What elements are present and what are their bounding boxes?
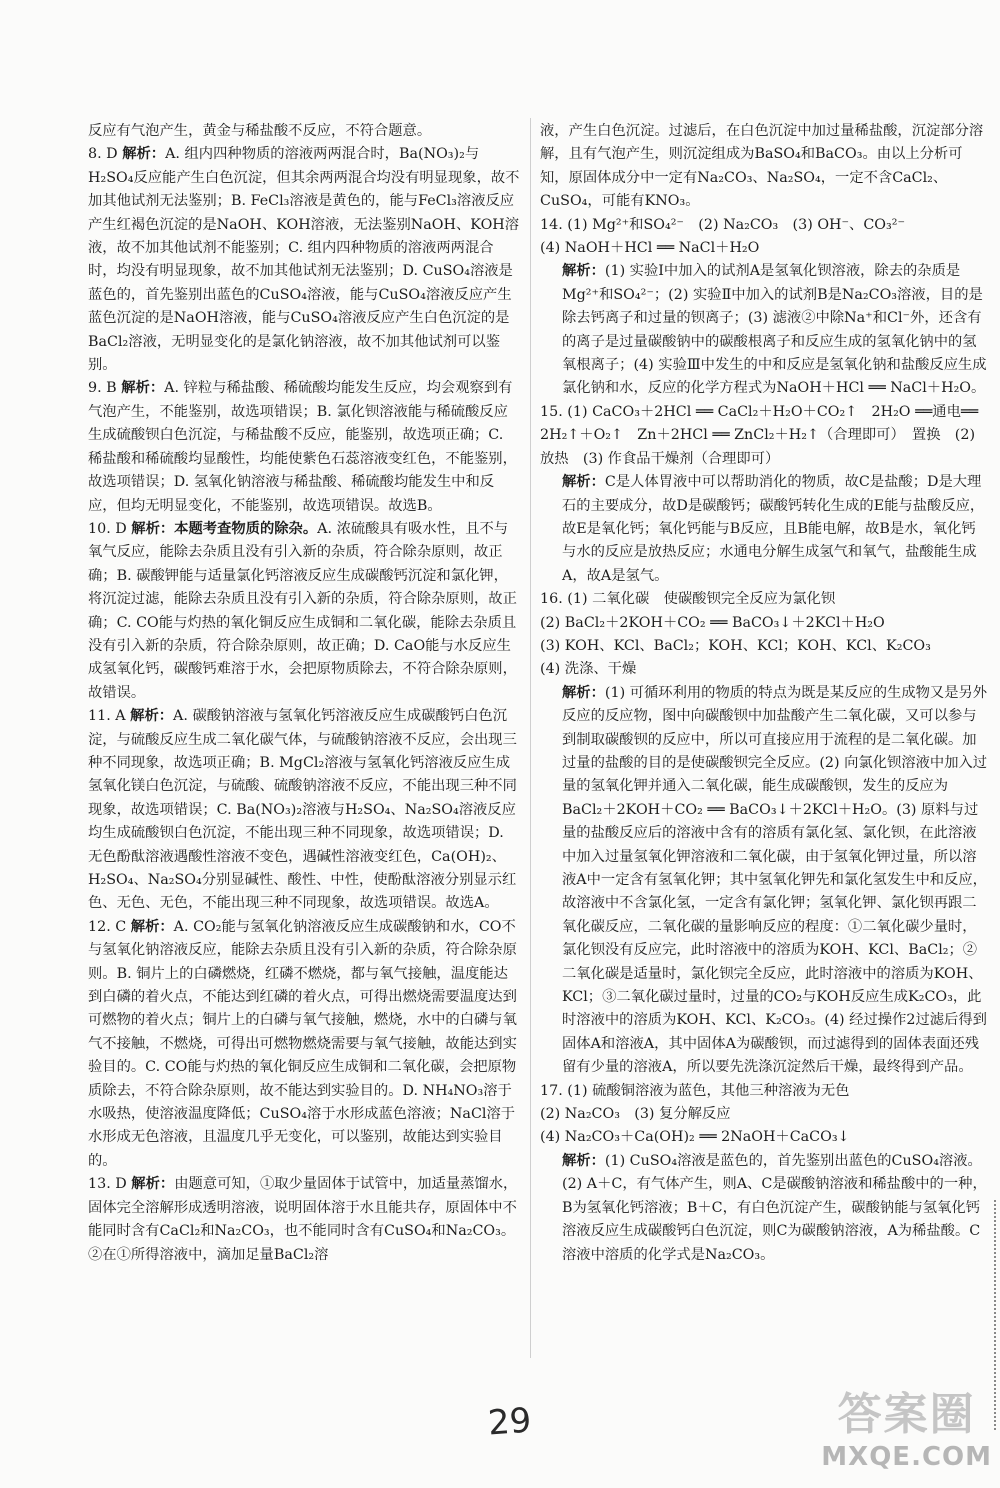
left-item [88, 377, 520, 517]
answer-text: (1) Mg²⁺和SO₄²⁻ (2) Na₂CO₃ (3) OH⁻、CO₃²⁻ (4) NaOH＋HCl ══ NaCl＋H₂O [540, 216, 906, 257]
right-item [540, 1080, 988, 1150]
left-item [88, 518, 520, 705]
question-number: 12. C [88, 918, 127, 935]
answer-text: A. 碳酸钠溶液与氢氧化钙溶液反应生成碳酸钙白色沉淀，与硫酸反应生成二氧化碳气体，与硫酸钠溶液不反应，会出现三种不同现象，故选项正确；B. MgCl₂溶液与氢氧化钙溶液反应生成氢氧化镁白色沉淀，与硫酸、硫酸钠溶液不反应，不能出现三种不同现象，故选项错误；C. Ba(NO₃)₂溶液与H₂SO₄、Na₂SO₄溶液反应均生成硫酸钡白色沉淀，不能出现三种不同现象，故选项错误；D. 无色酚酞溶液遇酸性溶液不变色，遇碱性溶液变红色，Ca(OH)₂、H₂SO₄、Na₂SO₄分别显碱性、酸性、中性，使酚酞溶液分别显示红色、无色、无色，不能出现三种不同现象，故选项错误。故选A。 [88, 708, 517, 912]
analysis-label: 解析： [562, 474, 605, 491]
right-item [540, 588, 988, 682]
analysis-label: 解析： [130, 708, 174, 725]
question-number: 11. A [88, 708, 126, 725]
analysis-label: 解析： [131, 1176, 175, 1193]
right-column [540, 120, 988, 1267]
edge-dots [994, 1200, 998, 1430]
right-item [540, 1150, 988, 1267]
answer-text: 反应有气泡产生，黄金与稀盐酸不反应，不符合题意。 [88, 123, 432, 139]
answer-text: (1) 硫酸铜溶液为蓝色，其他三种溶液为无色 (2) Na₂CO₃ (3) 复分解反应 (4) Na₂CO₃＋Ca(OH)₂ ══ 2NaOH＋CaCO₃↓ [540, 1082, 850, 1146]
right-item [540, 260, 988, 400]
question-number: 13. D [88, 1176, 127, 1193]
answer-text: C是人体胃液中可以帮助消化的物质，故C是盐酸；D是大理石的主要成分，故D是碳酸钙；碳酸钙转化生成的E能与盐酸反应，故E是氧化钙；氧化钙能与B反应，且B能电解，故B是水，氧化钙与水的反应是放热反应；水通电分解生成氢气和氧气，盐酸能生成A，故A是氢气。 [562, 474, 985, 584]
analysis-label: 解析： [121, 380, 165, 397]
left-item [88, 705, 520, 916]
answer-text: 由题意可知，①取少量固体于试管中，加适量蒸馏水，固体完全溶解形成透明溶液，说明固体溶于水且能共存，原固体中不能同时含有CaCl₂和Na₂CO₃，也不能同时含有CuSO₄和Na₂CO₃。②在①所得溶液中，滴加足量BaCl₂溶 [88, 1176, 518, 1263]
left-item [88, 916, 520, 1173]
watermark-logo [821, 1378, 992, 1472]
analysis-label: 解析： [562, 1152, 605, 1169]
right-item [540, 120, 988, 214]
answer-text: (1) CuSO₄溶液是蓝色的，首先鉴别出蓝色的CuSO₄溶液。(2) A＋C，有气体产生，则A、C是碳酸钠溶液和稀盐酸中的一种，B为氢氧化钙溶液；B＋C，有白色沉淀产生，碳酸钠能与氢氧化钙溶液反应生成碳酸钙白色沉淀，则C为碳酸钠溶液，A为稀盐酸。C溶液中溶质的化学式是Na₂CO₃。 [562, 1152, 987, 1263]
column-divider [530, 118, 531, 1358]
answer-text: (1) 二氧化碳 使碳酸钡完全反应为氯化钡 (2) BaCl₂＋2KOH＋CO₂ ══ BaCO₃↓＋2KCl＋H₂O (3) KOH、KCl、BaCl₂；KOH、KCl；KOH、KCl、K₂CO₃ (4) 洗涤、干燥 [540, 591, 931, 678]
left-item [88, 120, 520, 143]
watermark-url: MXQE.COM [821, 1442, 992, 1472]
question-number: 9. B [88, 380, 117, 397]
analysis-label: 解析： [562, 684, 605, 701]
left-item [88, 143, 520, 377]
analysis-label: 解析： [122, 146, 166, 163]
right-item [540, 682, 988, 1080]
answer-text: (1) CaCO₃＋2HCl ══ CaCl₂＋H₂O＋CO₂↑ 2H₂O ══通电══ 2H₂↑＋O₂↑ Zn＋2HCl ══ ZnCl₂＋H₂↑（合理即可） 置换 (2) 放热 (3) 作食品干燥剂（合理即可） [540, 403, 979, 467]
analysis-label: 解析：本题考查物质的除杂。 [131, 520, 318, 537]
answer-text: A. CO₂能与氢氧化钠溶液反应生成碳酸钠和水，CO不与氢氧化钠溶液反应，能除去杂质且没有引入新的杂质，符合除杂原则。B. 铜片上的白磷燃烧，红磷不燃烧，都与氧气接触，温度能达到白磷的着火点，不能达到红磷的着火点，可得出燃烧需要温度达到可燃物的着火点；铜片上的白磷与氧气接触，燃烧，水中的白磷与氧气不接触，不燃烧，可得出可燃物燃烧需要与氧气接触，故能达到实验目的。C. CO能与灼热的氧化铜反应生成铜和二氧化碳，会把原物质除去，不符合除杂原则，故不能达到实验目的。D. NH₄NO₃溶于水吸热，使溶液温度降低；CuSO₄溶于水形成蓝色溶液；NaCl溶于水形成无色溶液，且温度几乎无变化，可以鉴别，故能达到实验目的。 [88, 918, 517, 1169]
right-item [540, 214, 988, 261]
answer-text: (1) 可循环利用的物质的特点为既是某反应的生成物又是另外反应的反应物，图中向碳酸钡中加盐酸产生二氧化碳，又可以参与到制取碳酸钡的反应中，所以可直接应用于流程的是二氧化碳。加过量的盐酸的目的是使碳酸钡完全反应。(2) 向氯化钡溶液中加入过量的氢氧化钾并通入二氧化碳，能生成碳酸钡，发生的反应为BaCl₂＋2KOH＋CO₂ ══ BaCO₃↓＋2KCl＋H₂O。(3) 原料与过量的盐酸反应后的溶液中含有的溶质有氯化氢、氯化钡，在此溶液中加入过量氢氧化钾溶液和二氧化碳，由于氢氧化钾过量，所以溶液A中一定含有氢氧化钾；其中氢氧化钾先和氯化氢发生中和反应，故溶液中不含氯化氢，一定含有氯化钾；氢氧化钾、氯化钡再跟二氧化碳反应，二氧化碳的量影响反应的程度：①二氧化碳少量时，氯化钡没有反应完，此时溶液中的溶质为KOH、KCl、BaCl₂；②二氧化碳是适量时，氯化钡完全反应，此时溶液中的溶质为KOH、KCl；③二氧化碳过量时，过量的CO₂与KOH反应生成K₂CO₃，此时溶液中的溶质为KOH、KCl、K₂CO₃。(4) 经过操作2过滤后得到固体A和溶液A，其中固体A为碳酸钡，而过滤得到的固体表面还残留有少量的溶液A，所以要先洗涤沉淀然后干燥，最终得到产品。 [562, 684, 988, 1076]
question-number: 16. [540, 591, 563, 608]
answer-text: A. 锌粒与稀盐酸、稀硫酸均能发生反应，均会观察到有气泡产生，不能鉴别，故选项错误；B. 氯化钡溶液能与稀硫酸反应生成硫酸钡白色沉淀，与稀盐酸不反应，能鉴别，故选项正确；C. 稀盐酸和稀硫酸均显酸性，均能使紫色石蕊溶液变红色，不能鉴别，故选项错误；D. 氢氧化钠溶液与稀盐酸、稀硫酸均能发生中和反应，但均无明显变化，不能鉴别，故选项错误。故选B。 [88, 380, 517, 514]
watermark-title: 答案圈 [837, 1389, 976, 1440]
answer-text: A. 浓硫酸具有吸水性，且不与氧气反应，能除去杂质且没有引入新的杂质，符合除杂原则，故正确；B. 碳酸钾能与适量氯化钙溶液反应生成碳酸钙沉淀和氯化钾，将沉淀过滤，能除去杂质且没有引入新的杂质，符合除杂原则，故正确；C. CO能与灼热的氧化铜反应生成铜和二氧化碳，能除去杂质且没有引入新的杂质，符合除杂原则，故正确；D. CaO能与水反应生成氢氧化钙，碳酸钙难溶于水，会把原物质除去，不符合除杂原则，故错误。 [88, 520, 517, 701]
right-item [540, 471, 988, 588]
question-number: 14. [540, 216, 563, 233]
left-item [88, 1173, 520, 1267]
question-number: 17. [540, 1082, 563, 1099]
answer-text: A. 组内四种物质的溶液两两混合时，Ba(NO₃)₂与H₂SO₄反应能产生白色沉淀，但其余两两混合均没有明显现象，故不加其他试剂无法鉴别；B. FeCl₃溶液是黄色的，能与FeCl₃溶液反应产生红褐色沉淀的是NaOH、KOH溶液，无法鉴别NaOH、KOH溶液，故不加其他试剂不能鉴别；C. 组内四种物质的溶液两两混合时，均没有明显现象，故不加其他试剂无法鉴别；D. CuSO₄溶液是蓝色的，首先鉴别出蓝色的CuSO₄溶液，能与CuSO₄溶液反应产生蓝色沉淀的是NaOH溶液，能与CuSO₄溶液反应产生白色沉淀的是BaCl₂溶液，无明显变化的是氯化钠溶液，故不加其他试剂可以鉴别。 [88, 146, 520, 374]
question-number: 15. [540, 403, 563, 420]
left-column [88, 120, 520, 1267]
page-number: 29 [486, 1400, 533, 1444]
answer-text: 液，产生白色沉淀。过滤后，在白色沉淀中加过量稀盐酸，沉淀部分溶解，且有气泡产生，则沉淀组成为BaSO₄和BaCO₃。由以上分析可知，原固体成分中一定有Na₂CO₃、Na₂SO₄，一定不含CaCl₂、CuSO₄，可能有KNO₃。 [540, 123, 984, 210]
question-number: 10. D [88, 520, 127, 537]
analysis-label: 解析： [562, 263, 605, 280]
right-item [540, 401, 988, 471]
answer-text: (1) 实验Ⅰ中加入的试剂A是氢氧化钡溶液，除去的杂质是Mg²⁺和SO₄²⁻；(2) 实验Ⅱ中加入的试剂B是Na₂CO₃溶液，目的是除去钙离子和过量的钡离子；(3) 滤液②中除Na⁺和Cl⁻外，还含有的离子是过量碳酸钠中的碳酸根离子和反应生成的氢氧化钠中的氢氧根离子；(4) 实验Ⅲ中发生的中和反应是氢氧化钠和盐酸反应生成氯化钠和水，反应的化学方程式为NaOH＋HCl ══ NaCl＋H₂O。 [562, 263, 987, 397]
analysis-label: 解析： [130, 918, 174, 935]
question-number: 8. D [88, 146, 118, 163]
